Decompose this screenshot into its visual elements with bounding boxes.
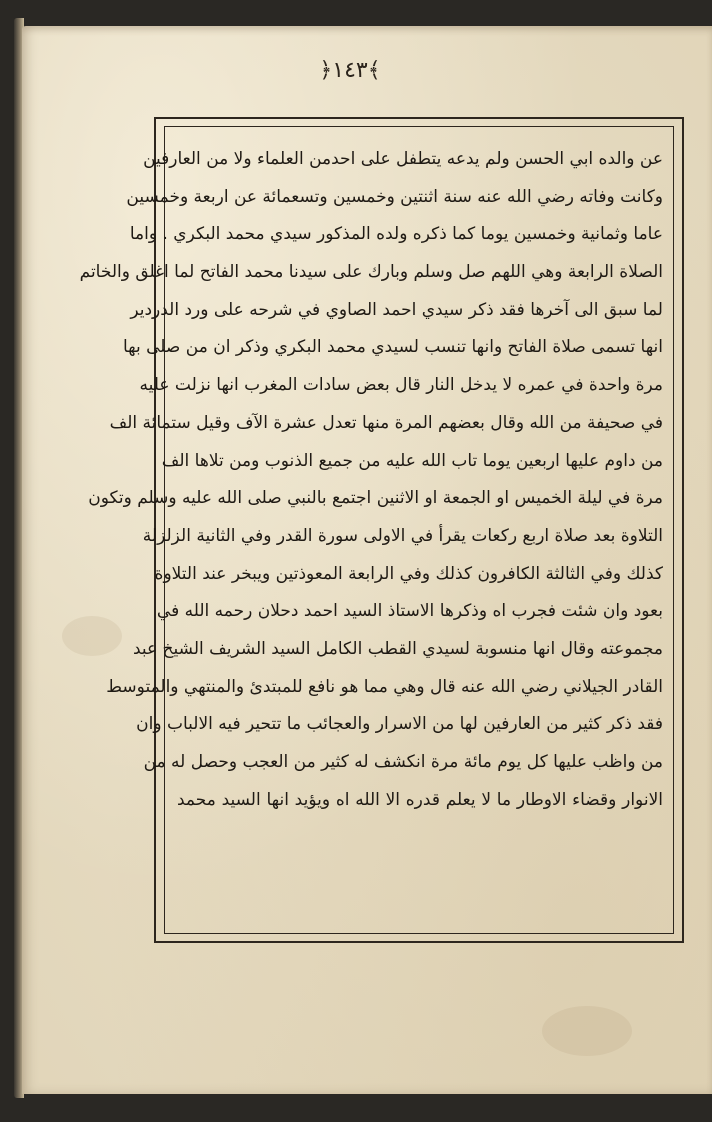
text-line: مرة في ليلة الخميس او الجمعة او الاثنين اجتمع بالنبي صلى الله عليه وسلم وتكون bbox=[88, 488, 663, 509]
text-body bbox=[79, 141, 663, 819]
text-line: من واظب عليها كل يوم مائة مرة انكشف له كثير من العجب وحصل له من bbox=[143, 752, 663, 772]
text-line: مرة واحدة في عمره لا يدخل النار قال بعض سادات المغرب انها نزلت عليه bbox=[139, 375, 663, 396]
paper-stain bbox=[62, 616, 122, 656]
text-line: القادر الجيلاني رضي الله عنه قال وهي مما هو نافع للمبتدئ والمنتهي والمتوسط bbox=[106, 676, 663, 697]
text-line: من داوم عليها اربعين يوما تاب الله عليه من جميع الذنوب ومن تلاها الف bbox=[161, 450, 663, 471]
text-line: بعود وان شئت فجرب اه وذكرها الاستاذ السيد احمد دحلان رحمه الله في bbox=[156, 601, 663, 622]
text-line: عاما وثمانية وخمسين يوما كما ذكره ولده المذكور سيدي محمد البكري . واما bbox=[129, 224, 663, 245]
page-number: ﴿١٤٣﴾ bbox=[319, 58, 381, 83]
text-line: مجموعته وقال انها منسوبة لسيدي القطب الكامل السيد الشريف الشيخ عبد bbox=[132, 638, 663, 659]
text-line: انها تسمى صلاة الفاتح وانها تنسب لسيدي محمد البكري وذكر ان من صلى بها bbox=[122, 337, 663, 358]
text-line: عن والده ابي الحسن ولم يدعه يتطفل على احدمن العلماء ولا من العارفين bbox=[143, 149, 663, 169]
text-line: الانوار وقضاء الاوطار ما لا يعلم قدره الا الله اه ويؤيد انها السيد محمد bbox=[177, 789, 663, 810]
paper-stain bbox=[542, 1006, 632, 1056]
text-line: الصلاة الرابعة وهي اللهم صل وسلم وبارك على سيدنا محمد الفاتح لما اغلق والخاتم bbox=[79, 262, 663, 283]
text-frame-outer bbox=[79, 117, 684, 943]
text-line: فقد ذكر كثير من العارفين لها من الاسرار والعجائب ما تتحير فيه الالباب وان bbox=[136, 714, 663, 735]
text-line: كذلك وفي الثالثة الكافرون كذلك وفي الرابعة المعوذتين ويبخر عند التلاوة bbox=[154, 563, 663, 584]
text-line: لما سبق الى آخرها فقد ذكر سيدي احمد الصاوي في شرحه على ورد الدردير bbox=[130, 299, 663, 320]
text-frame-inner bbox=[79, 126, 674, 934]
text-line: في صحيفة من الله وقال بعضهم المرة منها تعدل عشرة الآف وقيل ستمائة الف bbox=[109, 412, 663, 433]
text-line: التلاوة بعد صلاة اربع ركعات يقرأ في الاولى سورة القدر وفي الثانية الزلزلة bbox=[142, 525, 663, 546]
text-line: وكانت وفاته رضي الله عنه سنة اثنتين وخمسين وتسعمائة عن اربعة وخمسين bbox=[126, 186, 663, 207]
